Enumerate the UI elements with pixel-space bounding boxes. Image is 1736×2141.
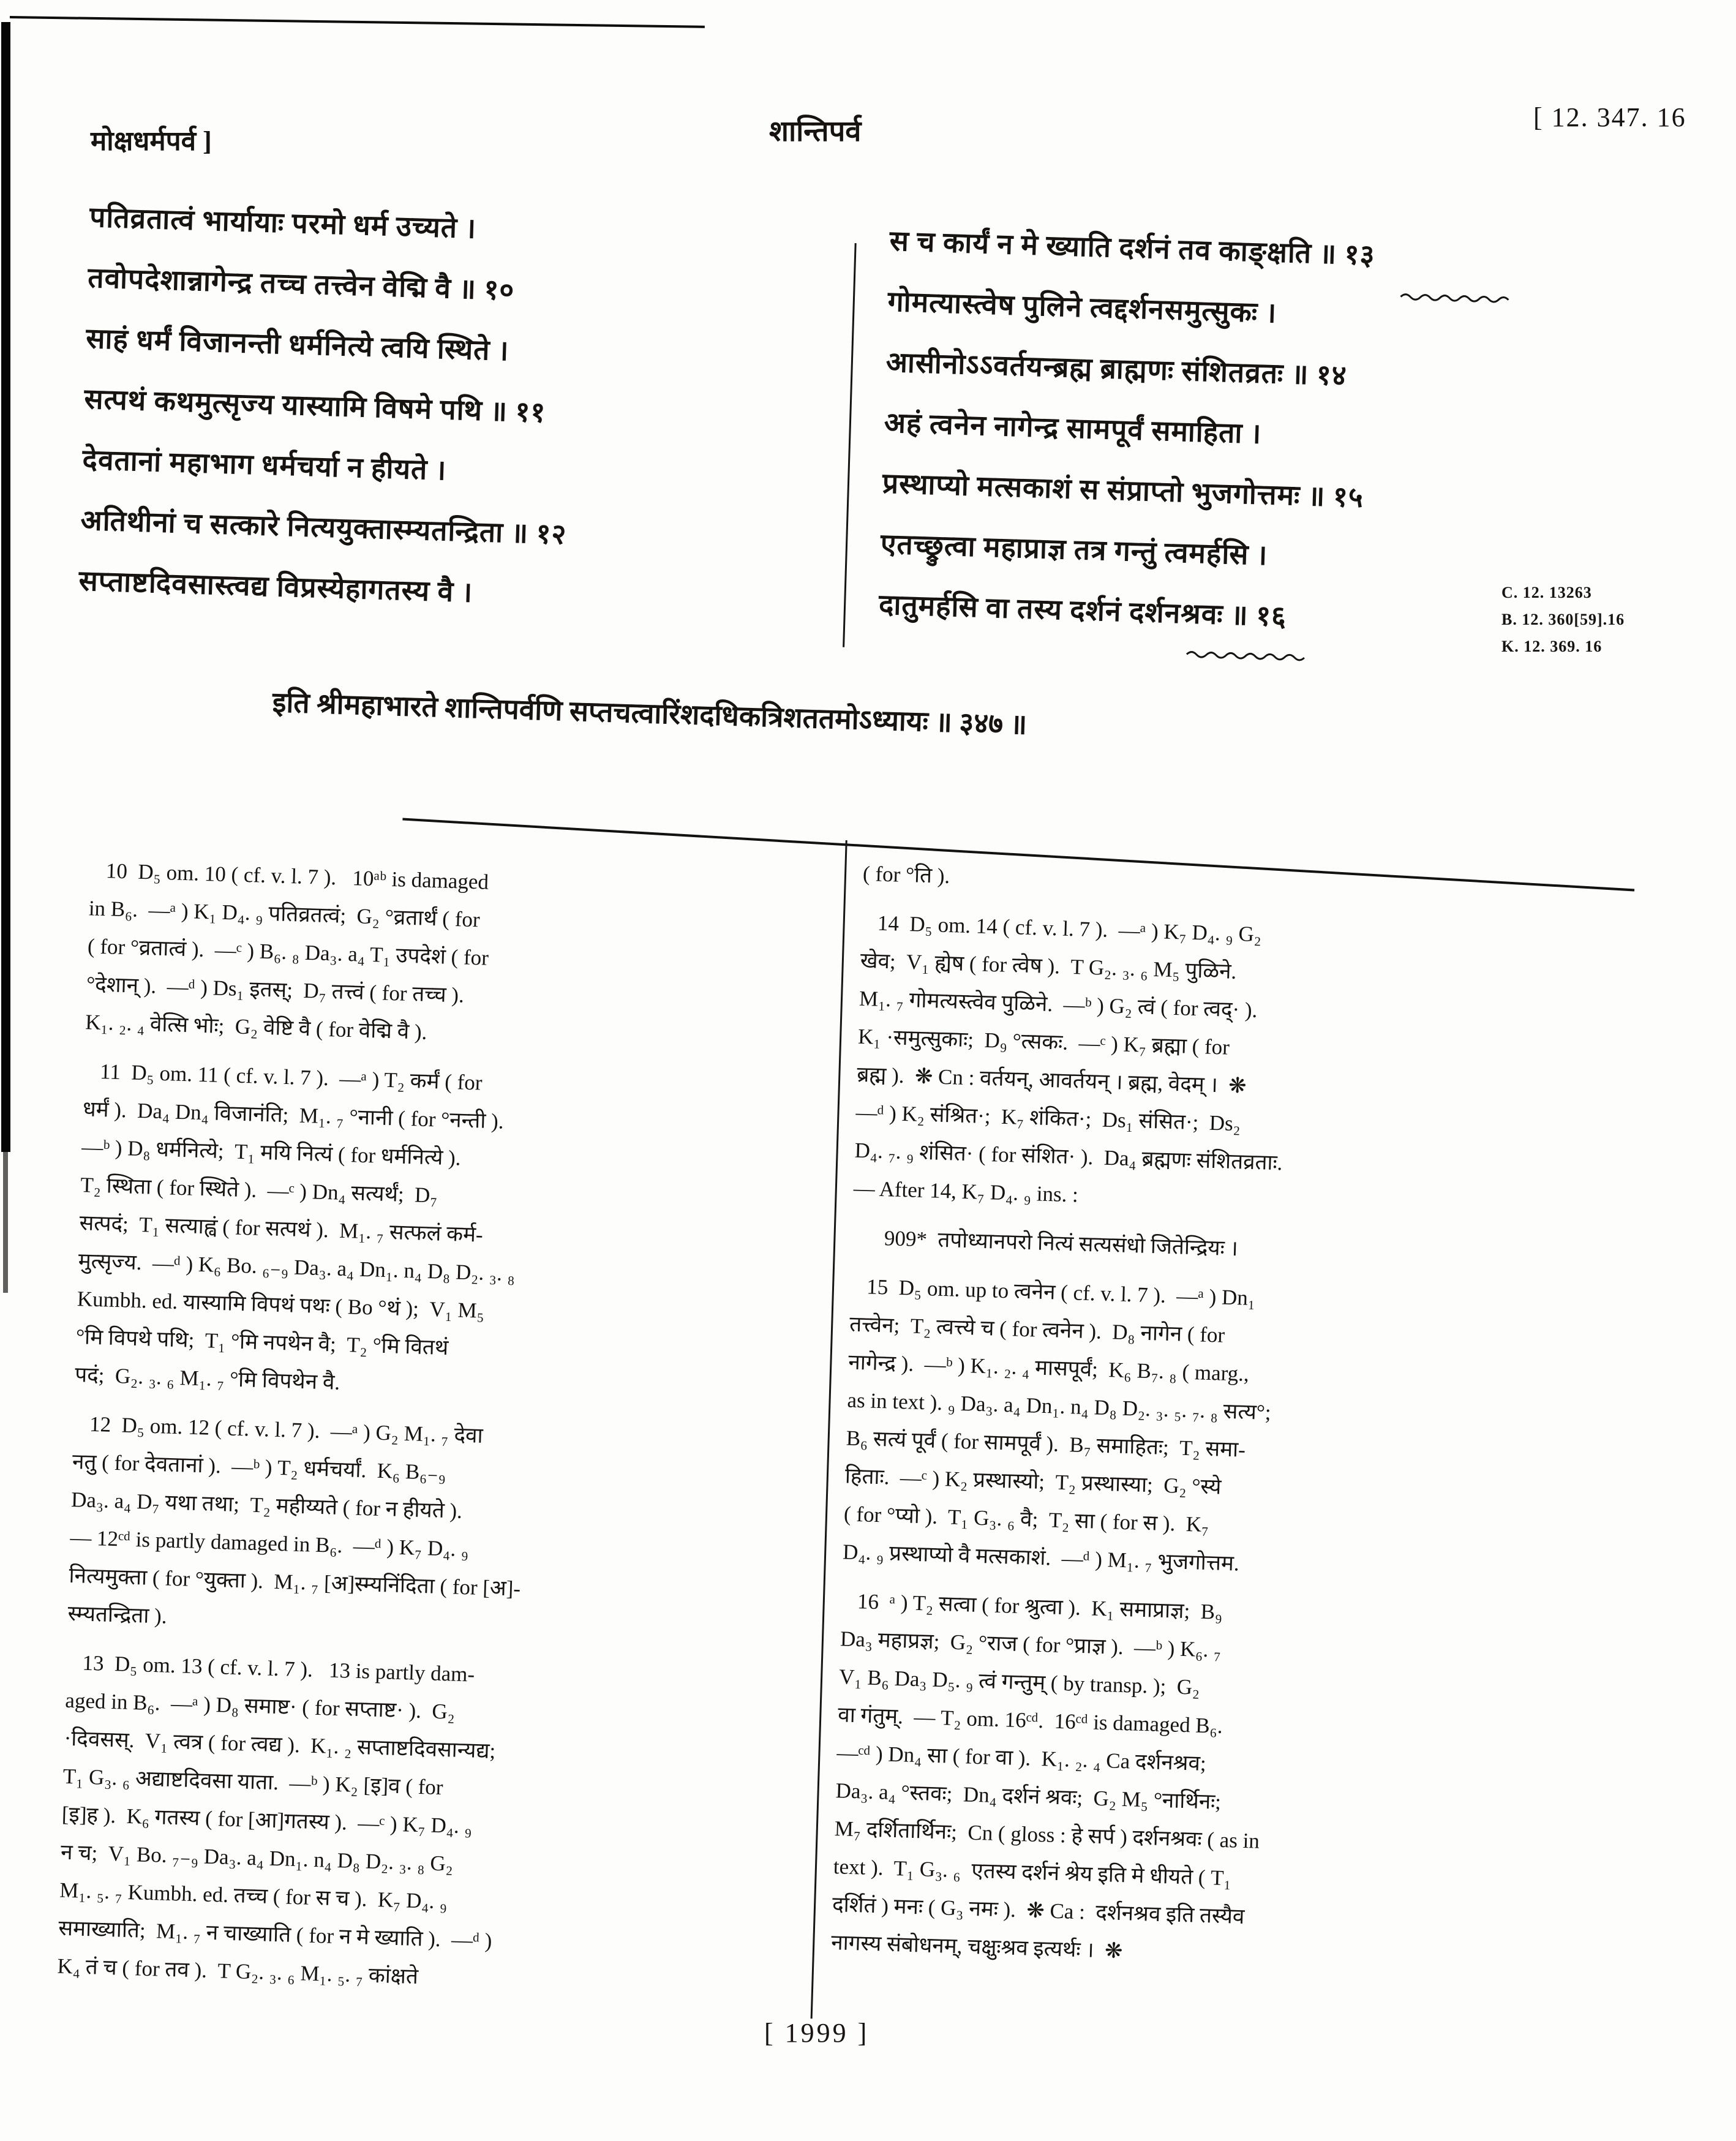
app-line: Da₃ महाप्रज्ञ; G₂ °राज ( for °प्राज्ञ ). —ᵇ ) K₆. ₇ (840, 1627, 1222, 1662)
app-line: — After 14, K₇ D₄. ₉ ins. : (853, 1176, 1079, 1207)
app-line: K₁ ·समुत्सुकाः; D₉ °त्सकः. —ᶜ ) K₇ ब्रह्मा ( for (857, 1024, 1230, 1059)
app-line-group (830, 1582, 1616, 1984)
app-line: खेव; V₁ ह्येष ( for त्वेष ). T G₂. ₃. ₆ M₅ पुळिने. (860, 948, 1237, 984)
app-line: वा गंतुम्. — T₂ om. 16ᶜᵈ. 16ᶜᵈ is damaged B₆. (837, 1703, 1223, 1738)
app-line: ·दिवसस्. V₁ त्वत्र ( for त्वद्य ). K₁. ₂ सप्ताष्टदिवसान्यद्य; (64, 1726, 496, 1763)
app-line: 16 ᵃ ) T₂ सत्वा ( for श्रुत्वा ). K₁ समाप्राज्ञ; B₉ (841, 1589, 1223, 1624)
app-line: 10 D₅ om. 10 ( cf. v. l. 7 ). 10ᵃᵇ is damaged (89, 858, 489, 894)
app-line: 11 D₅ om. 11 ( cf. v. l. 7 ). —ᵃ ) T₂ कर्मं ( for (83, 1059, 483, 1095)
app-line: Da₃. a₄ °स्तवः; Dn₄ दर्शनं श्रवः; G₂ M₅ °नार्थिनः; (835, 1778, 1222, 1814)
app-line: M₁. ₅. ₇ Kumbh. ed. तच्च ( for स च ). K₇ D₄. ₉ (59, 1878, 448, 1914)
app-line: ( for °व्रतात्वं ). —ᶜ ) B₆. ₈ Da₃. a₄ T₁ उपदेशं ( for (87, 934, 489, 970)
app-line: —ᵇ ) D₈ धर्मनित्ये; T₁ मयि नित्यं ( for धर्मनित्ये ). (81, 1135, 462, 1170)
app-line: K₄ तं च ( for तव ). T G₂. ₃. ₆ M₁. ₅. ₇ कांक्षते (57, 1954, 419, 1989)
app-line: न च; V₁ Bo. ₇₋₉ Da₃. a₄ Dn₁. n₄ D₈ D₂. ₃. ₈ G₂ (60, 1840, 454, 1876)
app-line: V₁ B₆ Da₃ D₅. ₉ त्वं गन्तुम् ( by transp. ); G₂ (838, 1665, 1200, 1699)
verse-line: साहं धर्मं विजानन्ती धर्मनित्ये त्वयि स्थिते । (85, 322, 510, 367)
app-line: स्म्यतन्द्रिता ). (67, 1601, 168, 1628)
verse-line: अहं त्वनेन नागेन्द्र सामपूर्वं समाहिता । (884, 407, 1263, 450)
app-line: M₁. ₇ गोमत्यस्त्वेव पुळिने. —ᵇ ) G₂ त्वं ( for त्वद्· ). (859, 986, 1258, 1023)
app-line: ब्रह्म ). ❋ Cn : वर्तयन्, आवर्तयन् । ब्रह्म, वेदम् । ❋ (856, 1062, 1247, 1098)
app-line: समाख्याति; M₁. ₇ न चाख्याति ( for न मे ख्याति ). —ᵈ ) (58, 1916, 492, 1953)
app-line: तत्त्वेन; T₂ त्वत्त्ये च ( for त्वनेन ). D₈ नागेन ( for (849, 1312, 1225, 1347)
app-line-group (67, 1405, 824, 1655)
app-line: Kumbh. ed. यास्यामि विपथं पथः ( Bo °थं ); V₁ M₅ (77, 1287, 485, 1323)
app-line: D₄. ₇. ₉ शंसित· ( for संशित· ). Da₄ ब्रह्मणः संशितव्रताः. (854, 1138, 1283, 1175)
app-line: सत्पदं; T₁ सत्याह्वं ( for सत्पथं ). M₁. ₇ सत्फलं कर्म- (79, 1211, 484, 1247)
app-line: D₄. ₉ प्रस्थाप्यो वै मत्सकाशं. —ᵈ ) M₁. ₇ भुजगोत्तम. (842, 1540, 1240, 1576)
app-line: 15 D₅ om. up to त्वनेन ( cf. v. l. 7 ). —ᵃ ) Dn₁ (850, 1274, 1256, 1311)
app-line-group (57, 1644, 817, 2007)
verse-line: स च कार्यं न मे ख्याति दर्शनं तव काङ्क्षति ॥ १३ (889, 225, 1376, 271)
verse-column-right (877, 221, 1655, 668)
app-line: in B₆. —ᵃ ) K₁ D₄. ₉ पतिव्रतत्वं; G₂ °व्रतार्थं ( for (88, 896, 481, 932)
app-line: as in text ). ₉ Da₃. a₄ Dn₁. n₄ D₈ D₂. ₃. ₅. ₇. ₈ सत्य°; (847, 1388, 1272, 1424)
verse-line: एतच्छ्रुत्वा महाप्राज्ञ तत्र गन्तुं त्वमर्हसि । (880, 528, 1269, 571)
app-line: नतु ( for देवतानां ). —ᵇ ) T₂ धर्मचर्यां. K₆ B₆₋₉ (72, 1449, 446, 1485)
app-line: नागेन्द्र ). —ᵇ ) K₁. ₂. ₄ मासपूर्वं; K₆ B₇. ₈ ( marg., (847, 1350, 1250, 1386)
app-line: ( for °ति ). (862, 861, 950, 889)
app-line: —ᵈ ) K₂ संश्रित·; K₇ शंकित·; Ds₁ संसित·; Ds₂ (855, 1100, 1241, 1136)
app-line: °मि विपथे पथि; T₁ °मि नपथेन वै; T₂ °मि वितथं (75, 1325, 449, 1360)
verse-line: तवोपदेशान्नागेन्द्र तच्च तत्त्वेन वेद्मि वै ॥ १० (87, 262, 516, 306)
app-line: नित्यमुक्ता ( for °युक्ता ). M₁. ₇ [अ]स्म्यनिंदिता ( for [अ]- (68, 1563, 521, 1601)
verse-line: आसीनोऽऽवर्तयन्ब्रह्म ब्राह्मणः संशितव्रतः ॥ १४ (885, 346, 1348, 391)
app-line: हिताः. —ᶜ ) K₂ प्रस्थास्यो; T₂ प्रस्थास्या; G₂ °स्ये (844, 1464, 1222, 1499)
app-line-group (862, 855, 1637, 916)
app-line: मुत्सृज्य. —ᵈ ) K₆ Bo. ₆₋₉ Da₃. a₄ Dn₁. n₄ D₈ D₂. ₃. ₈ (78, 1249, 516, 1286)
app-line: B₆ सत्यं पूर्वं ( for सामपूर्वं ). B₇ समाहितः; T₂ समा- (846, 1426, 1246, 1462)
app-line: K₁. ₂. ₄ वेत्सि भोः; G₂ वेष्टि वै ( for वेद्मि वै ). (85, 1010, 427, 1044)
verse-line: दातुमर्हसि वा तस्य दर्शनं दर्शनश्रवः ॥ १६ (878, 589, 1287, 633)
header-right-verse-ref: [ 12. 347. 16 (1533, 102, 1686, 132)
verse-line: देवतानां महाभाग धर्मचर्या न हीयते । (81, 443, 448, 486)
app-line: नागस्य संबोधनम्, चक्षुःश्रव इत्यर्थः । ❋ (830, 1930, 1123, 1963)
margin-ref-line: B. 12. 360[59].16 (1501, 611, 1625, 628)
app-line: —ᶜᵈ ) Dn₄ सा ( for वा ). K₁. ₂. ₄ Ca दर्शनश्रव; (836, 1740, 1207, 1776)
app-line: T₂ स्थिता ( for स्थिते ). —ᶜ ) Dn₄ सत्यर्थं; D₇ (80, 1173, 438, 1208)
apparatus-column-left (56, 851, 840, 2019)
verse-line: अतिथीनां च सत्कारे नित्ययुक्तास्म्यतन्द्रिता ॥ १२ (80, 504, 568, 551)
app-line-group (85, 851, 840, 1063)
app-line: T₁ G₃. ₆ अद्याष्टदिवसा याता. —ᵇ ) K₂ [इ]व ( for (62, 1764, 444, 1800)
app-line: 909* तपोध्यानपरो नित्यं सत्यसंधो जितेन्द्रियः । (851, 1225, 1239, 1261)
app-line: aged in B₆. —ᵃ ) D₈ समाष्ट· ( for सप्ताष्ट· ). G₂ (64, 1688, 456, 1724)
app-line: °देशान् ). —ᵈ ) Ds₁ इतस्; D₇ तत्त्वं ( for तच्च ). (86, 972, 465, 1007)
header-center-parvan-title: शान्तिपर्व (769, 116, 862, 148)
verse-line: पतिव्रतात्वं भार्यायाः परमो धर्म उच्यते । (89, 201, 477, 244)
verse-line: सप्ताष्टदिवसास्त्वद्य विप्रस्येहागतस्य वै । (78, 565, 473, 608)
app-line-group (853, 904, 1636, 1230)
app-line: Da₃. a₄ D₇ यथा तथा; T₂ महीय्यते ( for न हीयते ). (70, 1487, 463, 1523)
app-line-group (842, 1268, 1625, 1594)
app-line-group (74, 1052, 834, 1416)
app-line: पदं; G₂. ₃. ₆ M₁. ₇ °मि विपथेन वै. (74, 1363, 340, 1394)
app-line: धर्मं ). Da₄ Dn₄ विजानंति; M₁. ₇ °नानी ( for °नन्ती ). (82, 1097, 505, 1134)
app-line: M₇ दर्शितार्थिनः; Cn ( gloss : हे सर्प ) दर्शनश्रवः ( as in (834, 1816, 1260, 1853)
verse-line: सत्पथं कथमुत्सृज्य यास्यामि विषमे पथि ॥ ११ (83, 383, 547, 429)
verse-line: प्रस्थाप्यो मत्सकाशं स संप्राप्तो भुजगोत्तमः ॥ १५ (882, 467, 1364, 513)
app-line: 12 D₅ om. 12 ( cf. v. l. 7 ). —ᵃ ) G₂ M₁. ₇ देवा (73, 1412, 484, 1448)
verse-line: गोमत्यास्त्वेष पुलिने त्वद्दर्शनसमुत्सुकः । (887, 285, 1277, 329)
app-line-group (852, 1219, 1627, 1280)
app-line: ( for °प्यो ). T₁ G₃. ₆ वै; T₂ सा ( for स ). K₇ (843, 1502, 1209, 1537)
app-line: दर्शितं ) मनः ( G₃ नमः ). ❋ Ca : दर्शनश्रव इति तस्यैव (832, 1892, 1245, 1929)
header-left-parvan-title: मोक्षधर्मपर्व ] (91, 126, 212, 156)
margin-ref-line: C. 12. 13263 (1501, 584, 1592, 601)
page-number: [ 1999 ] (764, 2018, 870, 2048)
apparatus-column-right (830, 855, 1638, 1996)
app-line: text ). T₁ G₃. ₆ एतस्य दर्शनं श्रेय इति मे धीयते ( T₁ (833, 1854, 1232, 1891)
app-line: 14 D₅ om. 14 ( cf. v. l. 7 ). —ᵃ ) K₇ D₄. ₉ G₂ (861, 910, 1262, 947)
chapter-colophon: इति श्रीमहाभारते शान्तिपर्वणि सप्तचत्वारिंशदधिकत्रिशततमोऽध्यायः ॥ ३४७ ॥ (272, 687, 1028, 740)
margin-ref-line: K. 12. 369. 16 (1501, 638, 1603, 655)
verse-column-left (78, 197, 849, 644)
app-line: — 12ᶜᵈ is partly damaged in B₆. —ᵈ ) K₇ D₄. ₉ (69, 1525, 469, 1562)
app-line: [इ]ह ). K₆ गतस्य ( for [आ]गतस्य ). —ᶜ ) K₇ D₄. ₉ (61, 1802, 473, 1838)
app-line: 13 D₅ om. 13 ( cf. v. l. 7 ). 13 is partly dam- (66, 1650, 475, 1687)
